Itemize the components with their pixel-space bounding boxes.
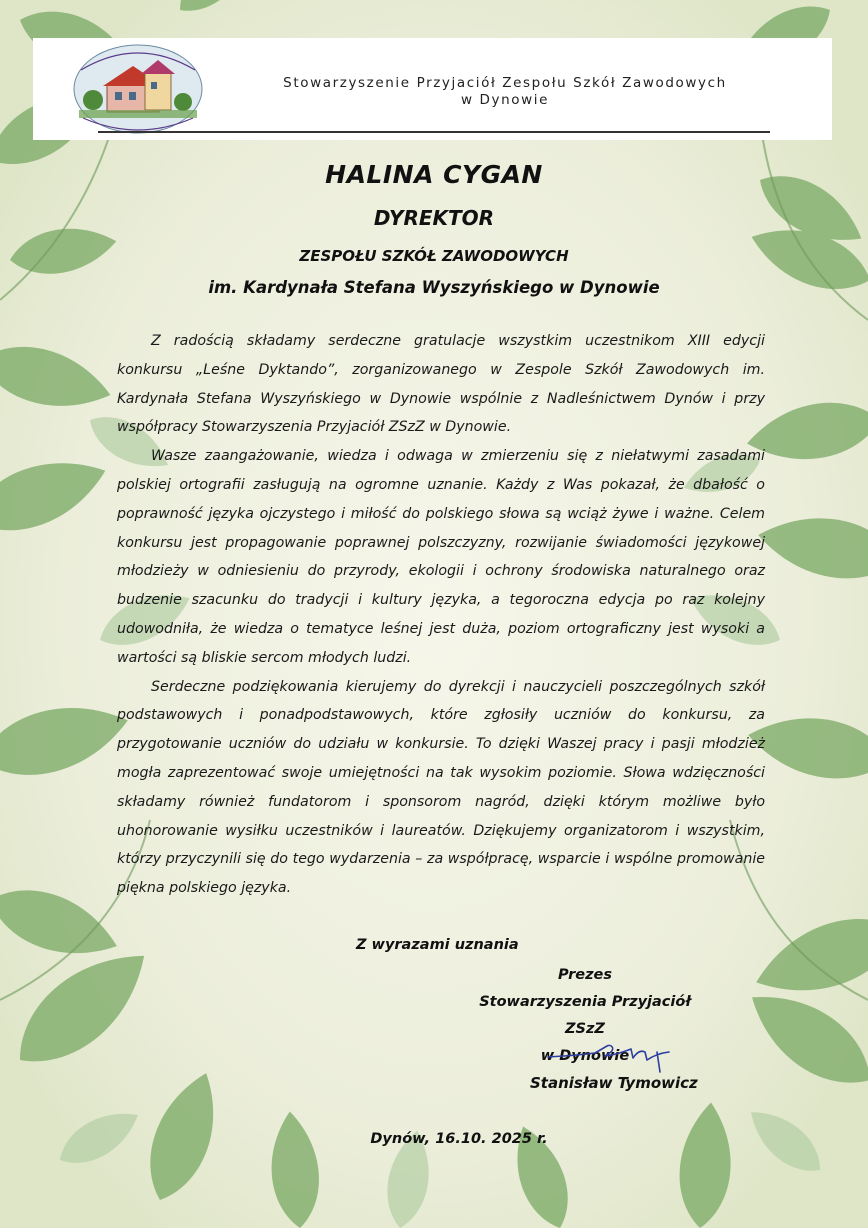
position-title: Prezes <box>557 967 613 983</box>
organization-name-line2: w Dynowie <box>460 92 550 108</box>
organization-name-line1: Stowarzyszenie Przyjaciół Zespołu Szkół Zawodowych <box>283 75 727 91</box>
position-organization: Stowarzyszenia Przyjaciół ZSzZ <box>479 994 691 1037</box>
letter-body <box>117 327 765 903</box>
organization-name <box>245 75 765 109</box>
association-logo <box>71 42 205 136</box>
header-divider <box>98 131 770 133</box>
recipient-school: ZESPOŁU SZKÓŁ ZAWODOWYCH <box>299 247 569 265</box>
signer-name: Stanisław Tymowicz <box>530 1074 698 1092</box>
handwritten-signature <box>545 1036 680 1076</box>
recipient-role: DYREKTOR <box>373 206 495 230</box>
position-location: w Dynowie <box>540 1048 630 1064</box>
letterhead <box>33 38 832 140</box>
recipient-name: HALINA CYGAN <box>325 160 543 189</box>
paragraph: Z radością składamy serdeczne gratulacje wszystkim uczestnikom XIII edycji konkursu „Leśne Dyktando”, zorganizowanego w Zespole Szkół Zawodowych im. Kardynała Stefana Wyszyńskiego w Dynowie wspólnie z Nadleśnictwem Dynów i przy współpracy Stowarzyszenia Przyjaciół ZSzZ w Dynowie. <box>117 333 765 436</box>
paragraph: Serdeczne podziękowania kierujemy do dyrekcji i nauczycieli poszczególnych szkół podstawowych i ponadpodstawowych, które zgłosiły uczniów do konkursu, za przygotowanie uczniów do udziału w konkursie. To dzięki Waszej pracy i pasji młodzież mogła zaprezentować swoje umiejętności na tak wysokim poziomie. Słowa wdzięczności składamy również fundatorom i sponsorom nagród, dzięki którym możliwe było uhonorowanie wysiłku uczestników i laureatów. Dziękujemy organizatorom i wszystkim, którzy przyczynili się do tego wydarzenia – za współpracę, wsparcie i wspólne promowanie piękna polskiego języka. <box>117 678 765 897</box>
paragraph: Wasze zaangażowanie, wiedza i odwaga w zmierzeniu się z niełatwymi zasadami polskiej ortografii zasługują na ogromne uznanie. Każdy z Was pokazał, że dbałość o poprawność języka ojczystego i miłość do polskiego słowa są wciąż żywe i ważne. Celem konkursu jest propagowanie poprawnej polszczyzny, rozwijanie świadomości językowej młodzieży w odniesieniu do przyrody, ekologii i ochrony środowiska naturalnego oraz budzenie szacunku do tradycji i kultury języka, a tegoroczna edycja po raz kolejny udowodniła, że wiedza o tematyce leśnej jest duża, poziom ortograficzny jest wysoki a wartości są bliskie sercom młodych ludzi. <box>117 448 765 666</box>
recipient-school-patron: im. Kardynała Stefana Wyszyńskiego w Dynowie <box>208 278 660 297</box>
closing-regards: Z wyrazami uznania <box>356 937 519 953</box>
letter-date: Dynów, 16.10. 2025 r. <box>370 1131 548 1147</box>
